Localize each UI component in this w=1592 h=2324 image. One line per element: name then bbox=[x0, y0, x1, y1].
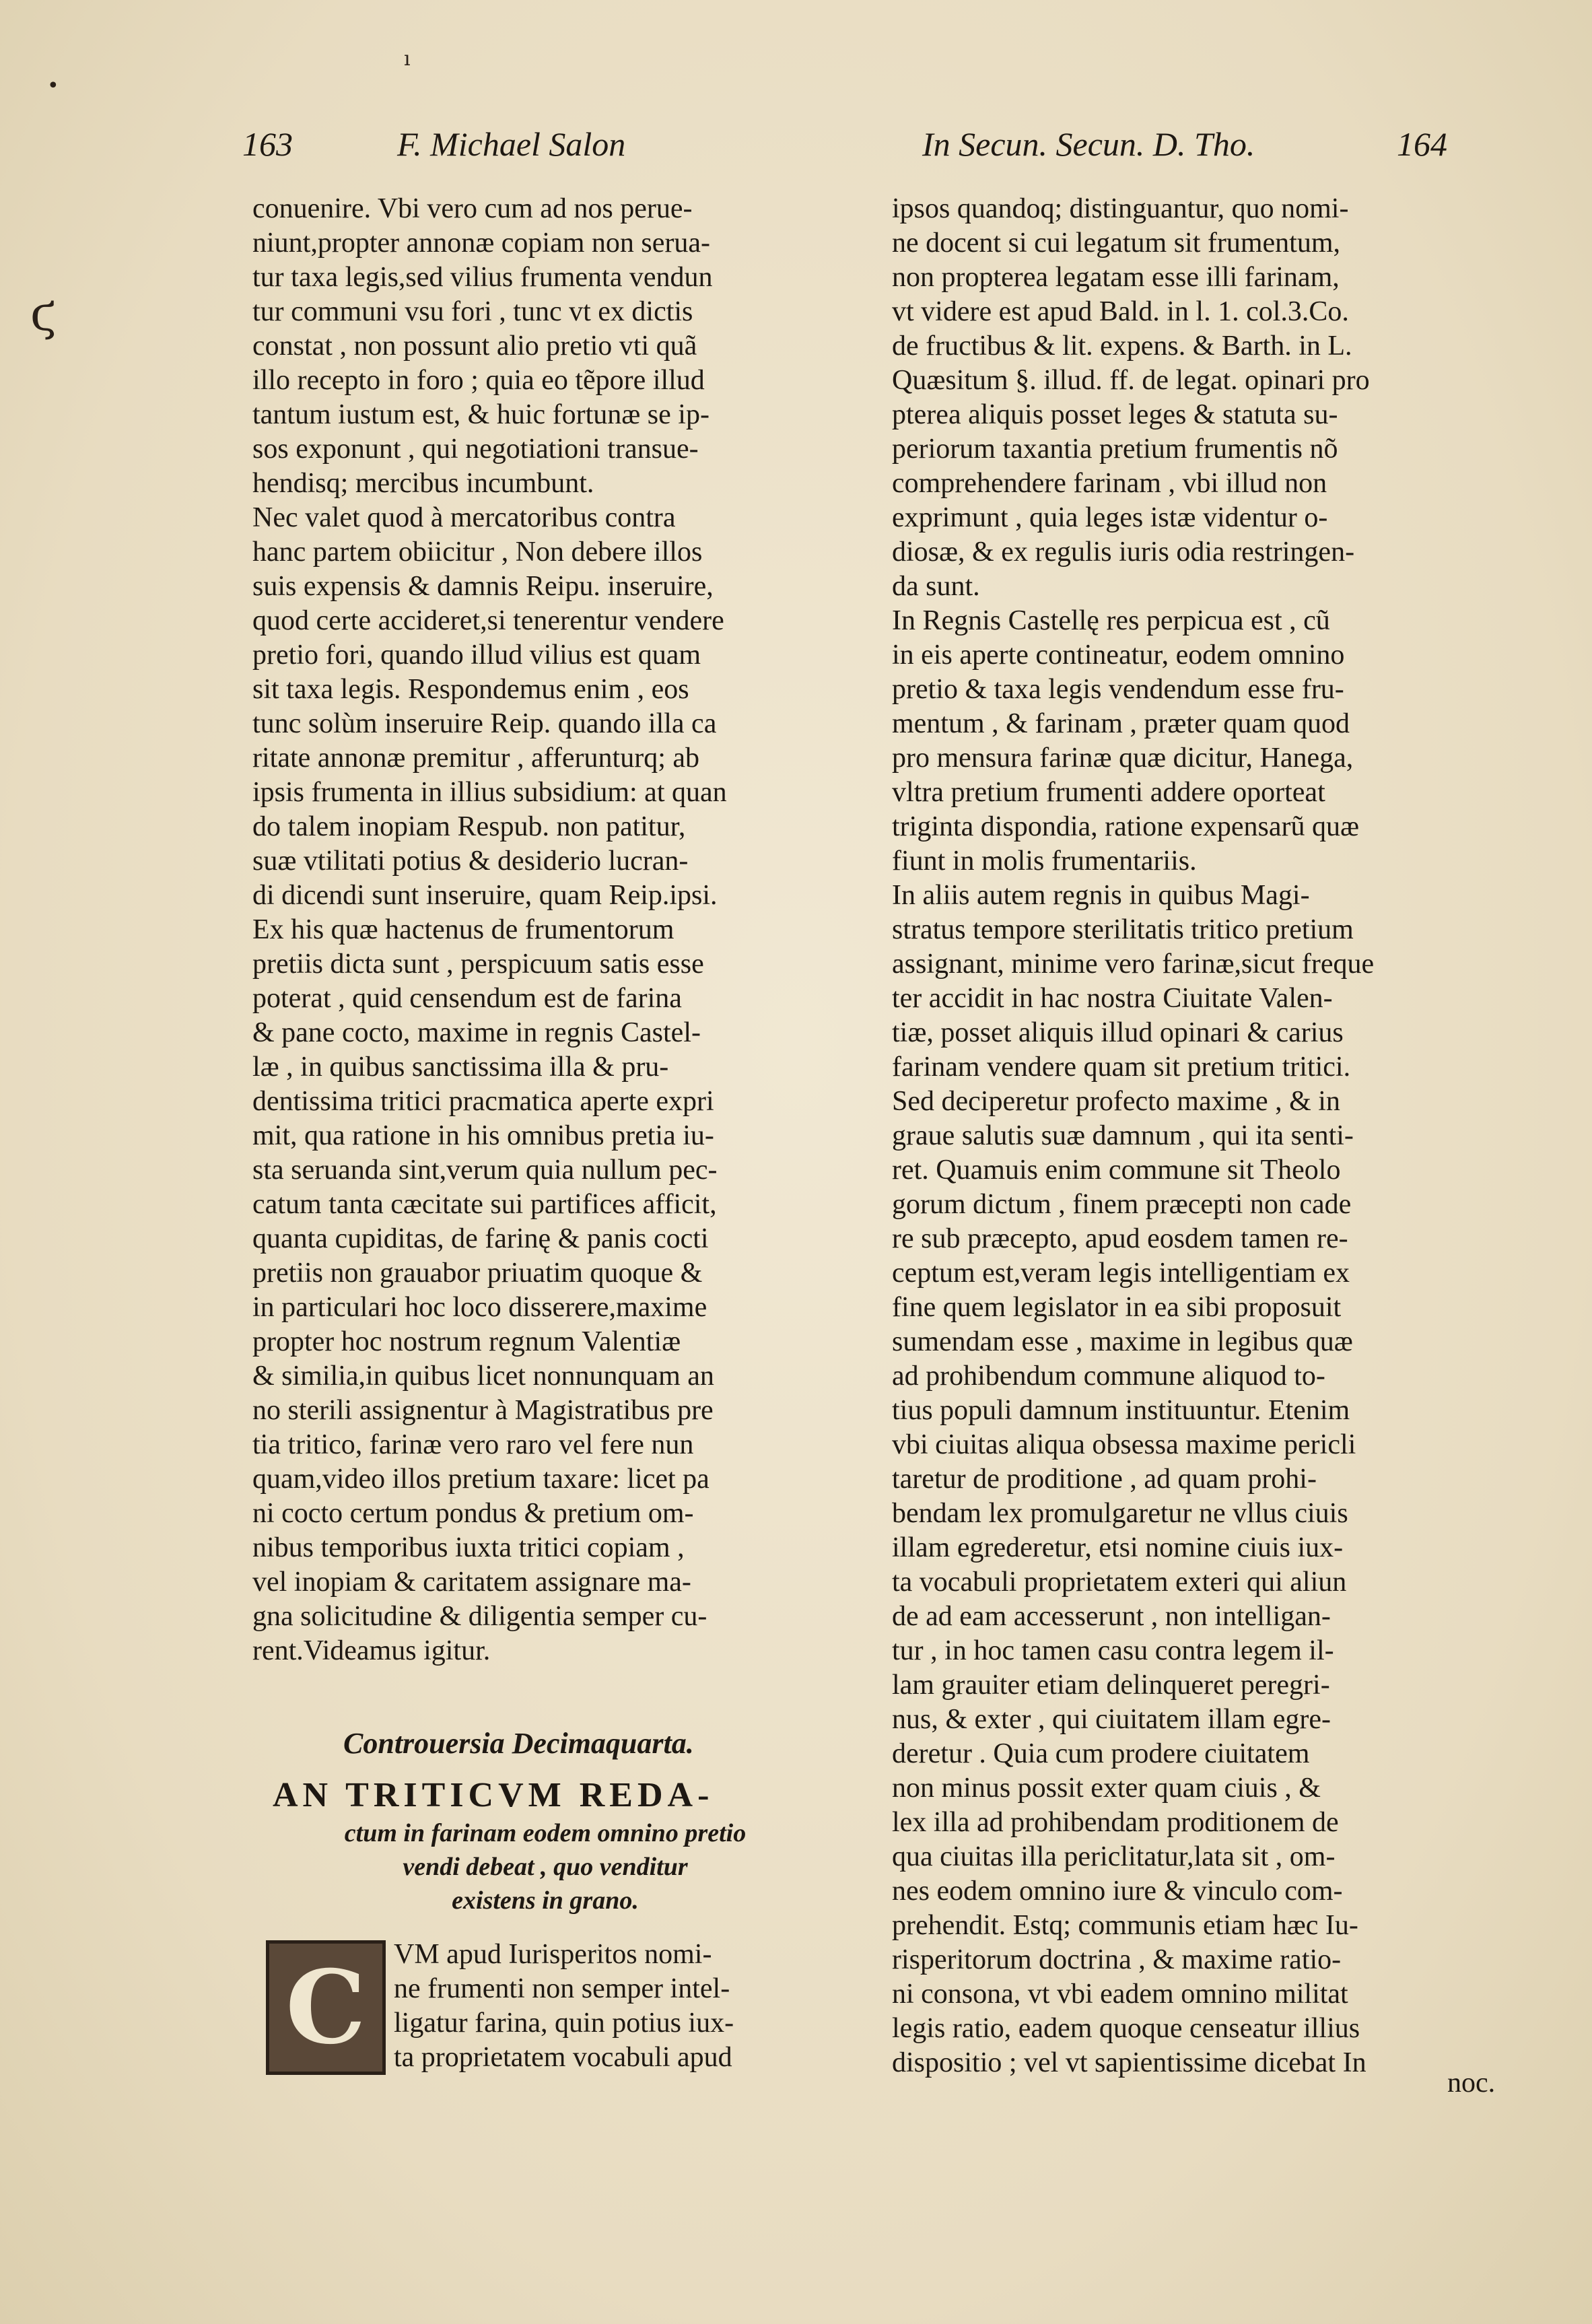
running-title-left: F. Michael Salon bbox=[397, 125, 626, 163]
text-line: tur communi vsu fori , tunc vt ex dictis bbox=[252, 296, 693, 327]
text-line: nibus temporibus iuxta tritici copiam , bbox=[252, 1532, 685, 1563]
text-line: illam egrederetur, etsi nomine ciuis iux- bbox=[892, 1532, 1344, 1563]
text-line: taretur de proditione , ad quam prohi- bbox=[892, 1464, 1317, 1495]
text-line: pterea aliquis posset leges & statuta su- bbox=[892, 399, 1338, 430]
text-line: nes eodem omnino iure & vinculo com- bbox=[892, 1876, 1343, 1907]
text-line: Quæsitum §. illud. ff. de legat. opinari pro bbox=[892, 365, 1370, 396]
running-header bbox=[242, 125, 1447, 172]
text-line: tiæ, posset aliquis illud opinari & carius bbox=[892, 1017, 1344, 1048]
text-line: conuenire. Vbi vero cum ad nos perue- bbox=[252, 193, 693, 224]
text-line: graue salutis suæ damnum , qui ita senti- bbox=[892, 1120, 1354, 1151]
text-line: comprehendere farinam , vbi illud non bbox=[892, 468, 1327, 499]
text-line: da sunt. bbox=[892, 571, 980, 602]
text-line: pretiis dicta sunt , perspicuum satis esse bbox=[252, 949, 704, 980]
decorated-initial-icon bbox=[266, 1940, 386, 2075]
text-line: ta proprietatem vocabuli apud bbox=[394, 2042, 732, 2073]
text-line: In aliis autem regnis in quibus Magi- bbox=[892, 880, 1310, 911]
text-line: poterat , quid censendum est de farina bbox=[252, 983, 682, 1014]
text-line: & pane cocto, maxime in regnis Castel- bbox=[252, 1017, 701, 1048]
text-line: re sub præcepto, apud eosdem tamen re- bbox=[892, 1223, 1348, 1254]
question-heading: AN TRITICVM REDA- bbox=[273, 1776, 714, 1814]
text-line: do talem inopiam Respub. non patitur, bbox=[252, 811, 686, 842]
text-line: mentum , & farinam , præter quam quod bbox=[892, 708, 1350, 739]
left-column bbox=[252, 192, 838, 2089]
text-line: non minus possit exter quam ciuis , & bbox=[892, 1773, 1321, 1804]
text-line: ni consona, vt vbi eadem omnino militat bbox=[892, 1979, 1348, 2010]
question-subheading: ctum in farinam eodem omnino pretio bbox=[344, 1819, 747, 1847]
text-line: ret. Quamuis enim commune sit Theolo bbox=[892, 1155, 1341, 1186]
text-line: & similia,in quibus licet nonnunquam an bbox=[252, 1361, 714, 1392]
text-line: sos exponunt , qui negotiationi transue- bbox=[252, 434, 699, 465]
page-number-right: 164 bbox=[1397, 125, 1447, 163]
text-line: tia tritico, farinæ vero raro vel fere nun bbox=[252, 1429, 694, 1460]
question-subheading: existens in grano. bbox=[452, 1886, 639, 1915]
ink-tick-mark: ı bbox=[404, 47, 411, 71]
text-line: ne docent si cui legatum sit frumentum, bbox=[892, 228, 1341, 259]
text-line: pretio fori, quando illud vilius est quam bbox=[252, 640, 701, 671]
text-line: de fructibus & lit. expens. & Barth. in L. bbox=[892, 331, 1352, 362]
text-line: legis ratio, eadem quoque censeatur illius bbox=[892, 2013, 1360, 2044]
question-subheading: vendi debeat , quo venditur bbox=[403, 1853, 688, 1881]
text-line: vltra pretium frumenti addere oporteat bbox=[892, 777, 1325, 808]
controversy-title: Controuersia Decimaquarta. bbox=[343, 1727, 694, 1760]
text-line: stratus tempore sterilitatis tritico pretium bbox=[892, 914, 1354, 945]
text-line: Ex his quæ hactenus de frumentorum bbox=[252, 914, 674, 945]
text-line: di dicendi sunt inseruire, quam Reip.ipsi. bbox=[252, 880, 718, 911]
text-line: Nec valet quod à mercatoribus contra bbox=[252, 502, 676, 533]
text-line: ni cocto certum pondus & pretium om- bbox=[252, 1498, 694, 1529]
margin-pen-mark: ϛ bbox=[30, 286, 57, 341]
text-line: diosæ, & ex regulis iuris odia restringen- bbox=[892, 537, 1355, 568]
text-line: de ad eam accesserunt , non intelligan- bbox=[892, 1601, 1331, 1632]
text-line: lex illa ad prohibendam proditionem de bbox=[892, 1807, 1339, 1838]
catchword: noc. bbox=[1447, 2067, 1496, 2098]
text-line: bendam lex promulgaretur ne vllus ciuis bbox=[892, 1498, 1348, 1529]
text-line: tunc solùm inseruire Reip. quando illa ca bbox=[252, 708, 717, 739]
text-line: Sed deciperetur profecto maxime , & in bbox=[892, 1086, 1340, 1117]
text-line: suis expensis & damnis Reipu. inseruire, bbox=[252, 571, 714, 602]
text-line: ritate annonæ premitur , afferunturq; ab bbox=[252, 743, 700, 774]
text-line: vbi ciuitas aliqua obsessa maxime pericli bbox=[892, 1429, 1356, 1460]
text-line: pretio & taxa legis vendendum esse fru- bbox=[892, 674, 1344, 705]
text-line: hendisq; mercibus incumbunt. bbox=[252, 468, 594, 499]
initial-letter: C bbox=[285, 1948, 366, 2067]
text-line: deretur . Quia cum prodere ciuitatem bbox=[892, 1738, 1310, 1769]
text-line: gorum dictum , finem præcepti non cade bbox=[892, 1189, 1352, 1220]
text-line: tur taxa legis,sed vilius frumenta vendun bbox=[252, 262, 713, 293]
text-line: vt videre est apud Bald. in l. 1. col.3.Co. bbox=[892, 296, 1349, 327]
text-line: prehendit. Estq; communis etiam hæc Iu- bbox=[892, 1910, 1358, 1941]
text-line: quam,video illos pretium taxare: licet pa bbox=[252, 1464, 710, 1495]
text-line: assignant, minime vero farinæ,sicut freque bbox=[892, 949, 1375, 980]
text-line: periorum taxantia pretium frumentis nõ bbox=[892, 434, 1338, 465]
text-line: tantum iustum est, & huic fortunæ se ip- bbox=[252, 399, 710, 430]
text-line: ne frumenti non semper intel- bbox=[394, 1973, 730, 2004]
text-line: dentissima tritici pracmatica aperte expri bbox=[252, 1086, 714, 1117]
text-line: in particulari hoc loco disserere,maxime bbox=[252, 1292, 707, 1323]
opening-paragraph bbox=[252, 1938, 838, 2089]
text-line: mit, qua ratione in his omnibus pretia iu- bbox=[252, 1120, 714, 1151]
text-line: suæ vtilitati potius & desiderio lucran- bbox=[252, 846, 689, 877]
text-line: ceptum est,veram legis intelligentiam ex bbox=[892, 1258, 1350, 1289]
text-line: pretiis non grauabor priuatim quoque & bbox=[252, 1258, 703, 1289]
text-line: triginta dispondia, ratione expensarũ quæ bbox=[892, 811, 1360, 842]
text-line: no sterili assignentur à Magistratibus pre bbox=[252, 1395, 714, 1426]
text-line: in eis aperte contineatur, eodem omnino bbox=[892, 640, 1345, 671]
text-line: risperitorum doctrina , & maxime ratio- bbox=[892, 1944, 1342, 1975]
text-line: qua ciuitas illa periclitatur,lata sit , om- bbox=[892, 1841, 1336, 1872]
text-line: ter accidit in hac nostra Ciuitate Valen- bbox=[892, 983, 1333, 1014]
running-title-right: In Secun. Secun. D. Tho. bbox=[922, 125, 1255, 163]
text-line: læ , in quibus sanctissima illa & pru- bbox=[252, 1052, 669, 1083]
text-line: hanc partem obiicitur , Non debere illos bbox=[252, 537, 703, 568]
page-number-left: 163 bbox=[242, 125, 293, 163]
text-line: exprimunt , quia leges istæ videntur o- bbox=[892, 502, 1328, 533]
text-line: VM apud Iurisperitos nomi- bbox=[394, 1939, 712, 1970]
text-line: non propterea legatam esse illi farinam, bbox=[892, 262, 1340, 293]
text-line: fiunt in molis frumentariis. bbox=[892, 846, 1197, 877]
text-line: tur , in hoc tamen casu contra legem il- bbox=[892, 1635, 1334, 1666]
text-line: gna solicitudine & diligentia semper cu- bbox=[252, 1601, 707, 1632]
text-line: vel inopiam & caritatem assignare ma- bbox=[252, 1567, 691, 1598]
text-line: sumendam esse , maxime in legibus quæ bbox=[892, 1326, 1353, 1357]
text-line: fine quem legislator in ea sibi proposuit bbox=[892, 1292, 1342, 1323]
text-line: In Regnis Castellę res perpicua est , cũ bbox=[892, 605, 1330, 636]
text-line: sta seruanda sint,verum quia nullum pec- bbox=[252, 1155, 718, 1186]
text-line: ta vocabuli proprietatem exteri qui aliun bbox=[892, 1567, 1347, 1598]
text-line: quanta cupiditas, de farinę & panis cocti bbox=[252, 1223, 709, 1254]
text-line: lam grauiter etiam delinqueret peregri- bbox=[892, 1670, 1330, 1701]
text-line: niunt,propter annonæ copiam non serua- bbox=[252, 228, 710, 259]
text-line: pro mensura farinæ quæ dicitur, Hanega, bbox=[892, 743, 1354, 774]
text-line: ipsos quandoq; distinguantur, quo nomi- bbox=[892, 193, 1349, 224]
text-line: ligatur farina, quin potius iux- bbox=[394, 2008, 734, 2039]
text-line: ad prohibendum commune aliquod to- bbox=[892, 1361, 1325, 1392]
text-line: dispositio ; vel vt sapientissime dicebat In bbox=[892, 2047, 1366, 2078]
text-line: sit taxa legis. Respondemus enim , eos bbox=[252, 674, 689, 705]
text-line: constat , non possunt alio pretio vti quã bbox=[252, 331, 697, 362]
text-line: quod certe accideret,si tenerentur vendere bbox=[252, 605, 724, 636]
right-column bbox=[892, 192, 1464, 2080]
text-line: nus, & exter , qui ciuitatem illam egre- bbox=[892, 1704, 1331, 1735]
text-line: catum tanta cæcitate sui partifices afficit, bbox=[252, 1189, 717, 1220]
text-line: propter hoc nostrum regnum Valentiæ bbox=[252, 1326, 681, 1357]
text-line: ipsis frumenta in illius subsidium: at quan bbox=[252, 777, 727, 808]
text-line: tius populi damnum instituuntur. Etenim bbox=[892, 1395, 1350, 1426]
text-line: rent.Videamus igitur. bbox=[252, 1635, 491, 1666]
text-line: illo recepto in foro ; quia eo tẽpore illud bbox=[252, 365, 705, 396]
ink-dot: • bbox=[47, 74, 59, 98]
text-line: farinam vendere quam sit pretium tritici. bbox=[892, 1052, 1351, 1083]
